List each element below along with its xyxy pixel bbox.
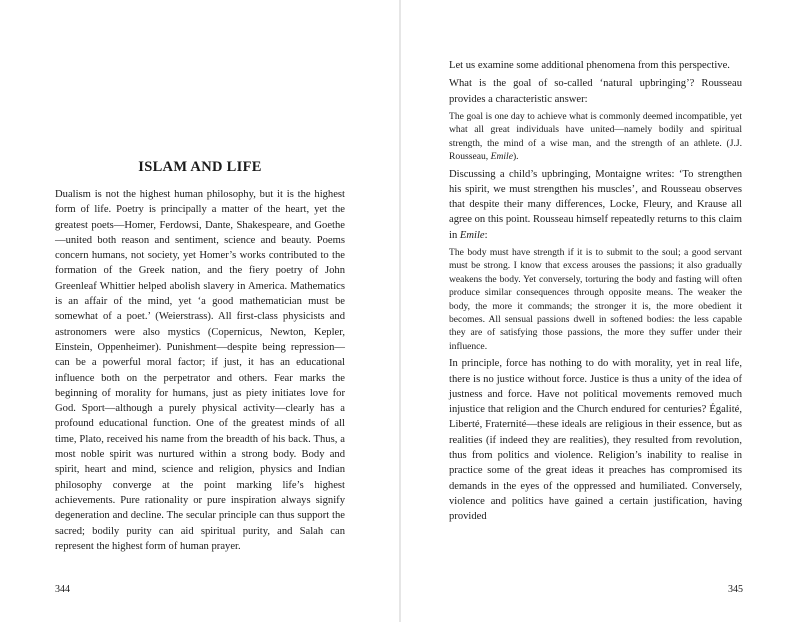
block-quote-rousseau xyxy=(449,110,742,164)
quote-1-end: ). xyxy=(512,151,519,163)
quote-1-source: Emile xyxy=(490,151,513,163)
paragraph-2: What is the goal of so-called ‘natural upbringing’? Rousseau provides a characteristic answer: xyxy=(449,78,742,105)
right-body xyxy=(449,58,742,528)
paragraph-3-text: Discussing a child’s upbringing, Montaigne writes: ‘To strengthen his spirit, we must strengthen his muscles’, and Rousseau observes that despite their many differences, Locke, Fleury, and Krause all agree on this point. Rousseau himself repeatedly returns to this claim in xyxy=(449,168,742,241)
paragraph-1: Let us examine some additional phenomena from this perspective. xyxy=(449,60,730,71)
right-page xyxy=(401,0,800,622)
paragraph-3-end: : xyxy=(484,229,488,241)
page-number-right: 345 xyxy=(728,584,743,595)
block-quote-emile: The body must have strength if it is to submit to the soul; a good servant must be strong. I know that excess arouses the passions; it also gradually weakens the body. Yet conversely, torturing the body and fasting will often produce similar consequences through opposite means. The weaker the body, the more it commands; the stronger it is, the more obedient it becomes. All sensual passions dwell in softened bodies: the less capable they are of satisfying those passions, the more they suffer under their influence. xyxy=(449,247,742,352)
paragraph-3-source: Emile xyxy=(459,229,485,241)
left-body-paragraph: Dualism is not the highest human philosophy, but it is the highest form of life. Poetry is principally a matter of the heart, yet the greatest poets—Homer, Ferdowsi, Dante, Shakespeare, and Goethe—united both reason and sentiment, science and beauty. Poems concern humans, not society, yet Homer’s works contributed to the formation of the Greek nation, and the fiery poetry of John Greenleaf Whittier helped abolish slavery in America. Mathematics is an affair of the mind, yet ‘a good mathematician must be somewhat of a poet.’ (Weierstrass). All first-class physicists and astronomers were also mystics (Copernicus, Newton, Kepler, Einstein, Oppenheimer). Punishment—despite being repression—can be a powerful moral factor; if just, it has an educational influence both on the perpetrator and others. Fear marks the beginning of morality for humans, just as piety initiates love for God. Sport—although a purely physical activity—clearly has a profound educational function. One of the greatest minds of all time, Plato, received his name from the breadth of his back. Thus, a most noble spirit was nurtured within a strong body. Body and spirit, heart and mind, science and religion, physics and Indian philosophy converge at the point marking life’s highest achievements. Pure rationality or pure inspiration always signify degeneration and decline. The secular principle can thus support the sacred; bodily purity can aid spiritual purity, and Salah can represent the highest form of human prayer. xyxy=(55,189,345,552)
quote-1-text: The goal is one day to achieve what is commonly deemed incompatible, yet what all great individuals have united—namely bodily and spiritual strength, the mind of a wise man, and the strength of an athlete. (J.J. Rousseau, xyxy=(449,110,742,163)
left-page xyxy=(0,0,399,622)
page-number-left: 344 xyxy=(55,584,70,595)
paragraph-4: In principle, force has nothing to do with morality, yet in real life, there is no justice without force. Justice is thus a unity of the idea of justness and force. Have not political movements removed much injustice that religion and the Church endured for centuries? Égalité, Liberté, Fraternité—these ideals are religious in their essence, but as realities (if indeed they are realities), they resulted from revolution, thus from politics and violence. Religion’s inability to realise in practice some of the great ideas it preaches has compromised its demands in the eyes of the oppressed and humiliated. Conversely, violence and politics have gained a certain justification, having provided xyxy=(449,358,742,523)
chapter-heading: ISLAM AND LIFE xyxy=(138,159,262,175)
paragraph-3 xyxy=(449,167,742,243)
